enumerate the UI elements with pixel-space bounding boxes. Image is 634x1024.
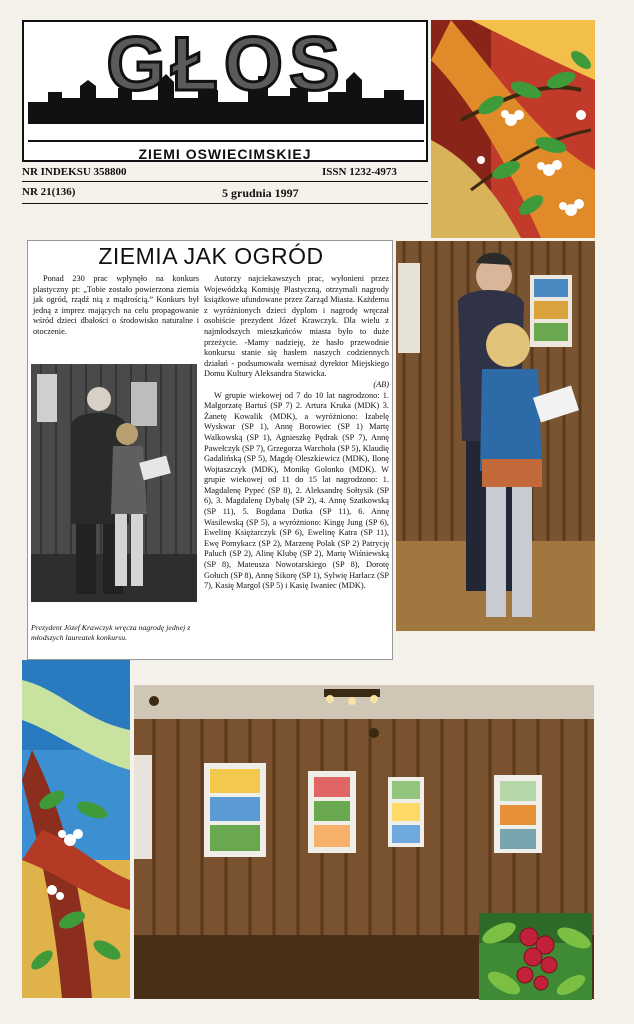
article <box>27 240 393 660</box>
award-ceremony-photo-color <box>396 241 595 631</box>
article-lead-column <box>33 274 199 338</box>
article-byline: (AB) <box>373 379 389 389</box>
index-number: NR INDEKSU 358800 <box>22 166 127 178</box>
article-lead: Ponad 230 prac wpłynęło na konkurs plastyczny pt: „Tobie zostało powierzona ziemia jak ogród, rządź nią z mądrością.” Konkurs był jedną z imprez mających na celu propagowanie wśród dzieci dbałości o środowisko naturalne i otoczenie. <box>33 274 199 336</box>
article-headline: ZIEMIA JAK OGRÓD <box>98 243 324 269</box>
painting-flowers-image <box>431 20 595 238</box>
svg-text:GŁOS: GŁOS <box>106 28 346 107</box>
masthead-subtitle: ZIEMI OSWIECIMSKIEJ <box>138 146 312 162</box>
painting-tree-image <box>22 660 130 998</box>
newspaper-logo <box>28 28 424 124</box>
award-ceremony-photo-bw <box>31 364 197 602</box>
masthead <box>22 20 428 162</box>
article-body-column <box>204 274 389 592</box>
issue-date: 5 grudnia 1997 <box>222 186 299 200</box>
article-paragraph-2: W grupie wiekowej od 7 do 10 lat nagrodzono: 1. Małgorzatę Bartuś (SP 7) 2. Artura Kruka (MDK) 3. Żanetę Kowalik (MDK), a wyróżniono: Izabelę Wyskwar (SP 1), Annę Borowiec (SP 1) Martę Walkowską (SP 1), Agnieszkę Pędrak (SP 7), Annę Pawełczyk (SP 7), Grzegorza Warchoła (SP 5), Klaudię Gadalińską (SP 5), Magdę Oleszkiewicz (MDK), Ilonę Wojtaszczyk (MDK), Monikę Golonko (MDK). W grupie wiekowej od 11 do 15 lat nagrodzono: 1. Magdalenę Pypeć (SP 8), 2. Aleksandrę Sołtysik (SP 6), 3. Magdalenę Dybałę (SP 2), 4. Annę Szatkowską (SP 11), 5. Bogdana Dutka (SP 11), 6. Annę Wasilewską (SP 5), a wyróżniono: Kingę Jung (SP 6), Ewelinę Księżarczyk (SP 6), Ewelinę Katra (SP 11), Ewę Pomykacz (SP 2), Marzenę Polak (SP 2) Patrycję Paluch (SP 2), Alinę Klubę (SP 2), Martę Wiśniewską (SP 8), Mateusza Nowotarskiego (SP 8), Dorotę Gołuch (SP 8), Annę Sikorę (SP 1), Sylwię Harlacz (SP 7), Kasię Margol (SP 5) i Kasię Iwaniec (MDK). <box>204 390 389 591</box>
masthead-divider <box>28 140 424 142</box>
painting-berries-image <box>479 913 592 1000</box>
issue-divider <box>22 181 428 182</box>
photo-caption: Prezydent Józef Krawczyk wręcza nagrodę jednej z młodszych laureatek konkursu. <box>31 623 191 642</box>
article-paragraph-1: Autorzy najciekawszych prac, wyłonieni przez Wojewódzką Komisję Plastyczną, otrzymali nagrody książkowe ufundowane przez Zarząd Miasta. Każdemu z wyróżnionych dzieci dyplom i nagrodę wręczał osobiście prezydent Józef Krawczyk. Dla wielu z najmłodszych mieszkańców miasta było to duże przeżycie. -Mamy nadzieję, że hasło przewodnie konkursu stanie się hasłem naszych codziennych działań - podsumowała wernisaż dyrektor Miejskiego Domu Kultury Aleksandra Stawicka. <box>204 274 389 379</box>
issn-number: ISSN 1232-4973 <box>322 166 397 178</box>
issue-number: NR 21(136) <box>22 186 76 198</box>
issue-divider-bottom <box>22 203 428 204</box>
